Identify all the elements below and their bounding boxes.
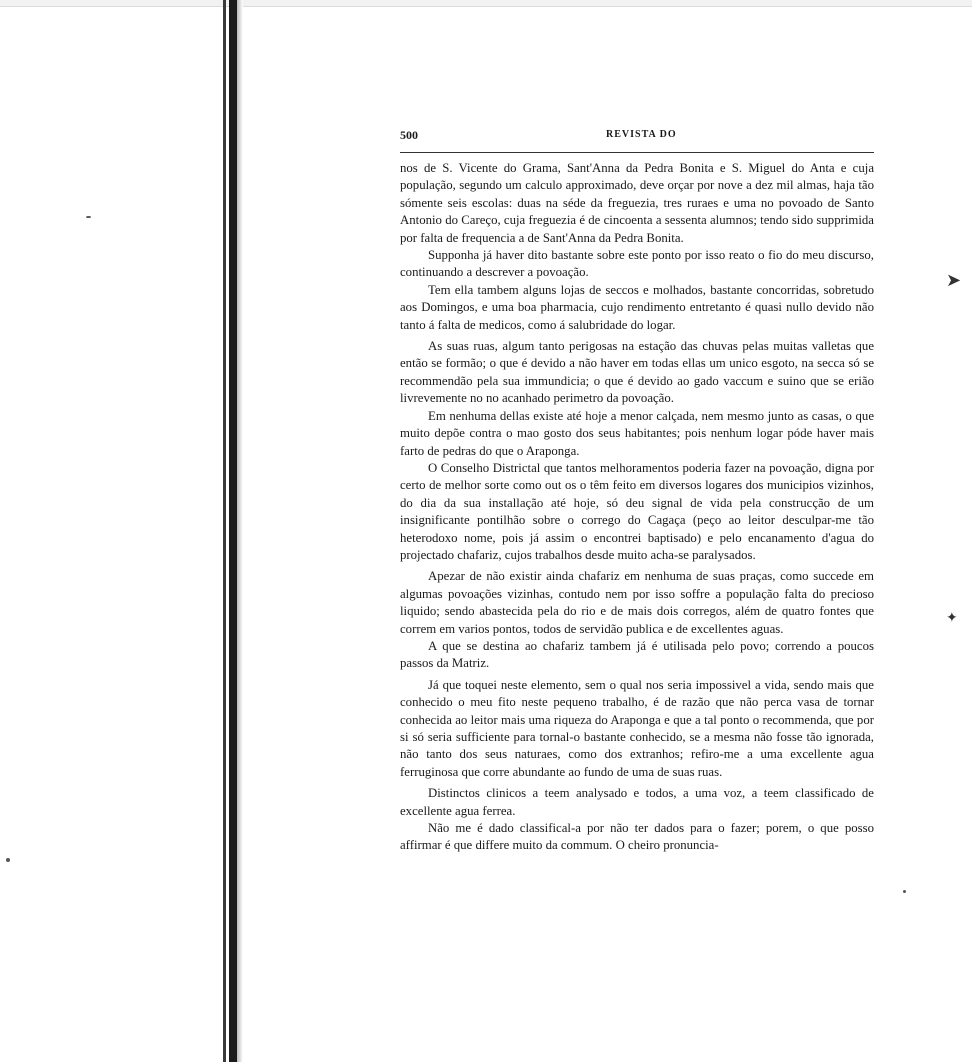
paragraph: Supponha já haver dito bastante sobre este ponto por isso reato o fio do meu discurso, continuando a descrever a povoação. — [400, 248, 874, 280]
margin-tick-mark: ✦ — [946, 611, 958, 626]
scan-speck — [6, 858, 10, 862]
paragraph: Apezar de não existir ainda chafariz em nenhuma de suas praças, como succede em algumas povoações vizinhas, contudo nem por isso soffre a população falta do precioso liquido; sendo abastecida pela do rio e de mais dois corregos, além de quatro fontes que correm em varios pontos, todos de servidão publica e de excellentes aguas. — [400, 569, 874, 636]
paragraph: Não me é dado classifical-a por não ter dados para o fazer; porem, o que posso affirmar é que differe muito da commum. O cheiro pronuncia- — [400, 821, 874, 853]
paragraph: nos de S. Vicente do Grama, Sant'Anna da Pedra Bonita e S. Miguel do Anta e cuja população, segundo um calculo approximado, deve orçar por nove a dez mil almas, haja tão sómente seis escolas: duas na séde da freguezia, tres ruraes e uma no povoado de Santo Antonio do Careço, cuja freguezia é de cincoenta a sessenta alumnos; tendo sido supprimida por falta de frequencia a de Sant'Anna da Pedra Bonita. — [400, 161, 874, 245]
scan-speck — [86, 216, 91, 218]
body-text — [400, 160, 874, 855]
printed-page — [400, 128, 874, 855]
binding-shadow — [229, 0, 237, 1062]
paragraph: As suas ruas, algum tanto perigosas na estação das chuvas pelas muitas valletas que então se formão; o que é devido a não haver em todas ellas um unico esgoto, na secca só se recommendão pela sua immundicia; o que é devido ao gado vaccum e suino que se erião livrevemente no no acanhado perimetro da povoação. — [400, 339, 874, 406]
paragraph: A que se destina ao chafariz tambem já é utilisada pelo povo; correndo a poucos passos da Matriz. — [400, 638, 874, 671]
paragraph: Em nenhuma dellas existe até hoje a menor calçada, nem mesmo junto as casas, o que muito depõe contra o mao gosto dos seus habitantes; pois nenhum logar póde haver mais farto de pedras do que o Araponga. — [400, 408, 874, 458]
paragraph: O Conselho Districtal que tantos melhoramentos poderia fazer na povoação, digna por certo de melhor sorte como out os o têm feito em diversos logares dos municipios vizinhos, do dia da sua installação até hoje, só deu signal de vida pela construcção de um insignificante pontilhão sobre o corrego do Cagaça (peço ao leitor desculpar-me tão heterodoxo nome, pois já assim o encontrei baptisado) e pelo encanamento d'agua do projectado chafariz, cujos trabalhos desde muito acha-se paralysados. — [400, 460, 874, 562]
page-number: 500 — [400, 128, 418, 142]
margin-arrow-mark: ➤ — [946, 270, 962, 290]
top-edge — [0, 0, 972, 7]
scan-speck — [903, 890, 906, 893]
paragraph: Já que toquei neste elemento, sem o qual nos seria impossivel a vida, sendo mais que conhecido o meu fito neste pequeno trabalho, é de razão que não perca vasa de tornar conhecida ao leitor mais uma riqueza do Araponga e que a tal ponto o recommenda, que por si só seria sufficiente para tornal-o bastante conhecido, se a mesma não fosse tão ignorada, não tanto dos seus naturaes, como dos extranhos; refiro-me a uma excellente agua ferruginosa que corre abundante ao fundo de uma de suas ruas. — [400, 677, 874, 779]
header-rule — [400, 152, 874, 153]
paragraph: Distinctos clinicos a teem analysado e todos, a uma voz, a teem classificado de excellente agua ferrea. — [400, 786, 874, 818]
paragraph: Tem ella tambem alguns lojas de seccos e molhados, bastante concorridas, sobretudo aos Domingos, e uma boa pharmacia, cujo rendimento entretanto é quasi nullo devido não tanto á falta de medicos, como á salubridade do logar. — [400, 282, 874, 332]
binding-shadow-outer — [223, 0, 226, 1062]
binding-fade — [237, 0, 243, 1062]
running-title: REVISTA DO — [606, 129, 677, 140]
running-head — [400, 128, 874, 146]
